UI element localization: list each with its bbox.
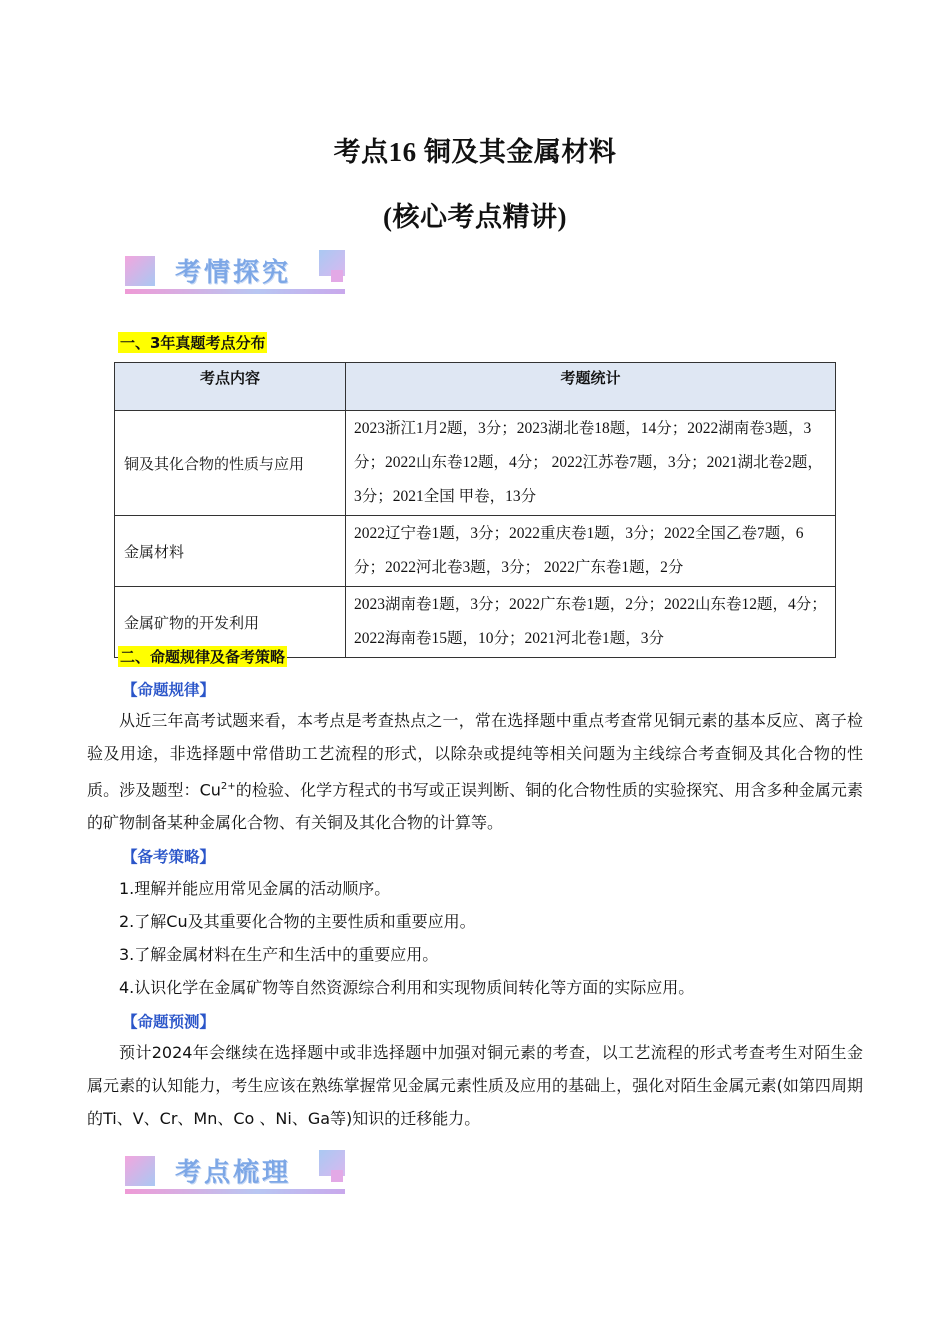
banner-underline [125,289,345,294]
exam-distribution-table [114,362,836,658]
topic-cell: 金属材料 [115,516,346,587]
stats-cell: 2022辽宁卷1题，3分；2022重庆卷1题，3分；2022全国乙卷7题，6分；2022河北卷3题，3分； 2022广东卷1题，2分 [346,516,836,587]
table-row [115,516,836,587]
rules-text: 从近三年高考试题来看，本考点是考查热点之一，常在选择题中重点考查常见铜元素的基本反应、离子检验及用途，非选择题中常借助工艺流程的形式，以除杂或提纯等相关问题为主线综合考查铜及其化合物的性质。涉及题型：Cu [87,711,863,800]
banner-decoration [331,270,343,282]
list-item: 4.认识化学在金属矿物等自然资源综合利用和实现物质间转化等方面的实际应用。 [119,978,695,997]
topic-cell: 金属矿物的开发利用 [115,587,346,658]
stats-cell: 2023浙江1月2题，3分；2023湖北卷18题，14分；2022湖南卷3题，3分；2022山东卷12题，4分； 2022江苏卷7题，3分；2021湖北卷2题，3分；2021全国 甲卷，13分 [346,411,836,516]
banner-label: 考点梳理 [175,1158,292,1188]
banner-decoration [125,1156,155,1186]
page-title: 考点16 铜及其金属材料 [333,137,617,167]
table-header-row [115,363,836,411]
banner-label: 考情探究 [175,258,292,288]
section-banner-key-points [125,1150,345,1194]
banner-underline [125,1189,345,1194]
forecast-paragraph: 预计2024年会继续在选择题中或非选择题中加强对铜元素的考查，以工艺流程的形式考查考生对陌生金属元素的认知能力，考生应该在熟练掌握常见金属元素性质及应用的基础上，强化对陌生金属元素(如第四周期的Ti、V、Cr、Mn、Co 、Ni、Ga等)知识的迁移能力。 [87,1043,863,1128]
list-item: 2.了解Cu及其重要化合物的主要性质和重要应用。 [119,912,476,931]
list-item: 1.理解并能应用常见金属的活动顺序。 [119,879,391,898]
banner-decoration [125,256,155,286]
rules-paragraph [87,704,863,839]
column-header: 考题统计 [346,363,836,411]
topic-cell: 铜及其化合物的性质与应用 [115,411,346,516]
section-banner-exam-analysis [125,250,345,294]
banner-decoration [331,1170,343,1182]
subheading-strategy: 【备考策略】 [122,848,216,866]
subheading-forecast: 【命题预测】 [122,1013,216,1031]
stats-cell: 2023湖南卷1题，3分；2022广东卷1题，2分；2022山东卷12题，4分；2022海南卷15题，10分；2021河北卷1题，3分 [346,587,836,658]
rules-text: 的检验、化学方程式的书写或正误判断、铜的化合物性质的实验探究、用含多种金属元素的矿物制备某种金属化合物、有关铜及其化合物的计算等。 [87,780,863,833]
page-subtitle: (核心考点精讲) [383,202,567,232]
list-item: 3.了解金属材料在生产和生活中的重要应用。 [119,945,439,964]
table-row [115,411,836,516]
section-heading-strategy: 二、命题规律及备考策略 [120,648,286,666]
section-heading-distribution: 一、3年真题考点分布 [120,334,266,352]
superscript-charge: 2+ [220,781,236,792]
subheading-rules: 【命题规律】 [122,681,216,699]
column-header: 考点内容 [115,363,346,411]
